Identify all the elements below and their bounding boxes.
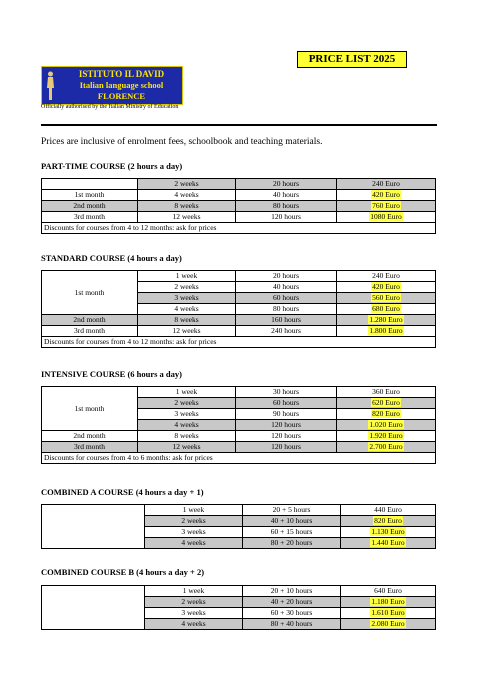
- hours-cell: 60 + 15 hours: [243, 527, 341, 538]
- price-cell: [341, 505, 436, 516]
- price-cell: [337, 420, 436, 431]
- month-label: 2nd month: [42, 315, 138, 326]
- price-value: 1.440 Euro: [371, 538, 405, 547]
- combined-b-table: [41, 585, 436, 630]
- hours-cell: 40 + 10 hours: [243, 516, 341, 527]
- price-list-title: PRICE LIST 2025: [297, 51, 407, 68]
- hours-cell: 240 hours: [236, 326, 337, 337]
- price-cell: [337, 201, 436, 212]
- table-row: [42, 453, 436, 464]
- price-cell: [341, 538, 436, 549]
- hours-cell: 40 hours: [236, 282, 337, 293]
- hours-cell: 80 + 40 hours: [243, 619, 341, 630]
- table-row: [42, 223, 436, 234]
- price-cell: [341, 619, 436, 630]
- duration-cell: 12 weeks: [138, 326, 236, 337]
- intensive-title: INTENSIVE COURSE (6 hours a day): [41, 369, 182, 379]
- price-value: 420 Euro: [372, 190, 400, 199]
- hours-cell: 20 hours: [236, 179, 337, 190]
- table-row: [42, 201, 436, 212]
- duration-cell: 1 week: [145, 505, 243, 516]
- duration-cell: 4 weeks: [138, 420, 236, 431]
- month-label: 1st month: [42, 271, 138, 315]
- combined-a-table: [41, 504, 436, 549]
- combined-b-title: COMBINED COURSE B (4 hours a day + 2): [41, 567, 205, 577]
- price-value: 440 Euro: [374, 505, 402, 514]
- month-label: [42, 179, 138, 190]
- price-value: 620 Euro: [372, 398, 400, 407]
- table-row: [42, 387, 436, 398]
- hours-cell: 80 + 20 hours: [243, 538, 341, 549]
- school-logo: [41, 66, 183, 105]
- duration-cell: 8 weeks: [138, 201, 236, 212]
- price-cell: [337, 282, 436, 293]
- table-row: [42, 271, 436, 282]
- table-row: [42, 212, 436, 223]
- month-label: 3rd month: [42, 442, 138, 453]
- statue-icon: [45, 70, 56, 102]
- duration-cell: 2 weeks: [138, 179, 236, 190]
- price-value: 2.700 Euro: [369, 442, 403, 451]
- month-label: 2nd month: [42, 201, 138, 212]
- discount-note: Discounts for courses from 4 to 6 months: ask for prices: [42, 453, 436, 464]
- intensive-table: [41, 386, 436, 464]
- hours-cell: 120 hours: [236, 442, 337, 453]
- duration-cell: 1 week: [138, 387, 236, 398]
- duration-cell: 3 weeks: [138, 293, 236, 304]
- table-row: [42, 315, 436, 326]
- price-cell: [337, 387, 436, 398]
- price-value: 1.130 Euro: [371, 527, 405, 536]
- price-value: 360 Euro: [372, 387, 400, 396]
- part-time-table: [41, 178, 436, 234]
- table-row: [42, 505, 436, 516]
- table-row: [42, 179, 436, 190]
- duration-cell: 8 weeks: [138, 315, 236, 326]
- price-value: 420 Euro: [372, 282, 400, 291]
- price-cell: [337, 326, 436, 337]
- price-cell: [337, 293, 436, 304]
- price-value: 760 Euro: [372, 201, 400, 210]
- table-row: [42, 586, 436, 597]
- duration-cell: 3 weeks: [145, 527, 243, 538]
- price-cell: [337, 409, 436, 420]
- price-cell: [341, 597, 436, 608]
- price-cell: [337, 304, 436, 315]
- hours-cell: 80 hours: [236, 304, 337, 315]
- hours-cell: 40 + 20 hours: [243, 597, 341, 608]
- logo-line-1: ISTITUTO IL DAVID: [78, 69, 165, 79]
- table-row: [42, 326, 436, 337]
- hours-cell: 20 + 5 hours: [243, 505, 341, 516]
- duration-cell: 12 weeks: [138, 442, 236, 453]
- price-cell: [337, 315, 436, 326]
- duration-cell: 4 weeks: [145, 538, 243, 549]
- duration-cell: 4 weeks: [138, 304, 236, 315]
- empty-label-cell: [42, 586, 145, 630]
- duration-cell: 1 week: [145, 586, 243, 597]
- hours-cell: 20 + 10 hours: [243, 586, 341, 597]
- month-label: 3rd month: [42, 212, 138, 223]
- hours-cell: 90 hours: [236, 409, 337, 420]
- price-cell: [337, 212, 436, 223]
- hours-cell: 20 hours: [236, 271, 337, 282]
- price-cell: [337, 179, 436, 190]
- discount-note: Discounts for courses from 4 to 12 months: ask for prices: [42, 337, 436, 348]
- hours-cell: 40 hours: [236, 190, 337, 201]
- price-value: 1.020 Euro: [369, 420, 403, 429]
- hours-cell: 60 + 30 hours: [243, 608, 341, 619]
- duration-cell: 1 week: [138, 271, 236, 282]
- hours-cell: 120 hours: [236, 431, 337, 442]
- price-cell: [341, 586, 436, 597]
- table-row: [42, 442, 436, 453]
- price-value: 2.080 Euro: [371, 619, 405, 628]
- table-row: [42, 337, 436, 348]
- price-cell: [337, 431, 436, 442]
- price-value: 640 Euro: [374, 586, 402, 595]
- discount-note: Discounts for courses from 4 to 12 months: ask for prices: [42, 223, 436, 234]
- price-value: 1.280 Euro: [369, 315, 403, 324]
- duration-cell: 2 weeks: [145, 597, 243, 608]
- hours-cell: 60 hours: [236, 398, 337, 409]
- divider: [41, 124, 437, 126]
- price-cell: [337, 190, 436, 201]
- price-cell: [341, 516, 436, 527]
- month-label: 1st month: [42, 387, 138, 431]
- price-value: 680 Euro: [372, 304, 400, 313]
- price-cell: [337, 271, 436, 282]
- price-value: 820 Euro: [374, 516, 402, 525]
- price-value: 1080 Euro: [370, 212, 402, 221]
- hours-cell: 80 hours: [236, 201, 337, 212]
- duration-cell: 8 weeks: [138, 431, 236, 442]
- price-cell: [337, 442, 436, 453]
- price-cell: [341, 608, 436, 619]
- duration-cell: 2 weeks: [138, 398, 236, 409]
- logo-line-3: FLORENCE: [97, 91, 146, 101]
- intro-text: Prices are inclusive of enrolment fees, schoolbook and teaching materials.: [41, 137, 323, 147]
- hours-cell: 120 hours: [236, 420, 337, 431]
- hours-cell: 30 hours: [236, 387, 337, 398]
- duration-cell: 4 weeks: [145, 619, 243, 630]
- hours-cell: 160 hours: [236, 315, 337, 326]
- standard-table: [41, 270, 436, 348]
- price-value: 1.800 Euro: [369, 326, 403, 335]
- authorised-note: Officially authorised by the Italian Ministry of Education: [41, 104, 179, 110]
- hours-cell: 60 hours: [236, 293, 337, 304]
- duration-cell: 3 weeks: [145, 608, 243, 619]
- price-value: 240 Euro: [372, 179, 400, 188]
- combined-a-title: COMBINED A COURSE (4 hours a day + 1): [41, 487, 204, 497]
- price-value: 1.180 Euro: [371, 597, 405, 606]
- price-value: 1.610 Euro: [371, 608, 405, 617]
- part-time-title: PART-TIME COURSE (2 hours a day): [41, 161, 183, 171]
- price-cell: [341, 527, 436, 538]
- month-label: 3rd month: [42, 326, 138, 337]
- price-value: 820 Euro: [372, 409, 400, 418]
- price-value: 1.920 Euro: [369, 431, 403, 440]
- logo-line-2: Italian language school: [79, 80, 164, 90]
- duration-cell: 3 weeks: [138, 409, 236, 420]
- month-label: 2nd month: [42, 431, 138, 442]
- price-value: 240 Euro: [372, 271, 400, 280]
- month-label: 1st month: [42, 190, 138, 201]
- hours-cell: 120 hours: [236, 212, 337, 223]
- price-value: 560 Euro: [372, 293, 400, 302]
- empty-label-cell: [42, 505, 145, 549]
- duration-cell: 4 weeks: [138, 190, 236, 201]
- duration-cell: 2 weeks: [138, 282, 236, 293]
- price-cell: [337, 398, 436, 409]
- duration-cell: 12 weeks: [138, 212, 236, 223]
- table-row: [42, 190, 436, 201]
- table-row: [42, 431, 436, 442]
- standard-title: STANDARD COURSE (4 hours a day): [41, 253, 182, 263]
- duration-cell: 2 weeks: [145, 516, 243, 527]
